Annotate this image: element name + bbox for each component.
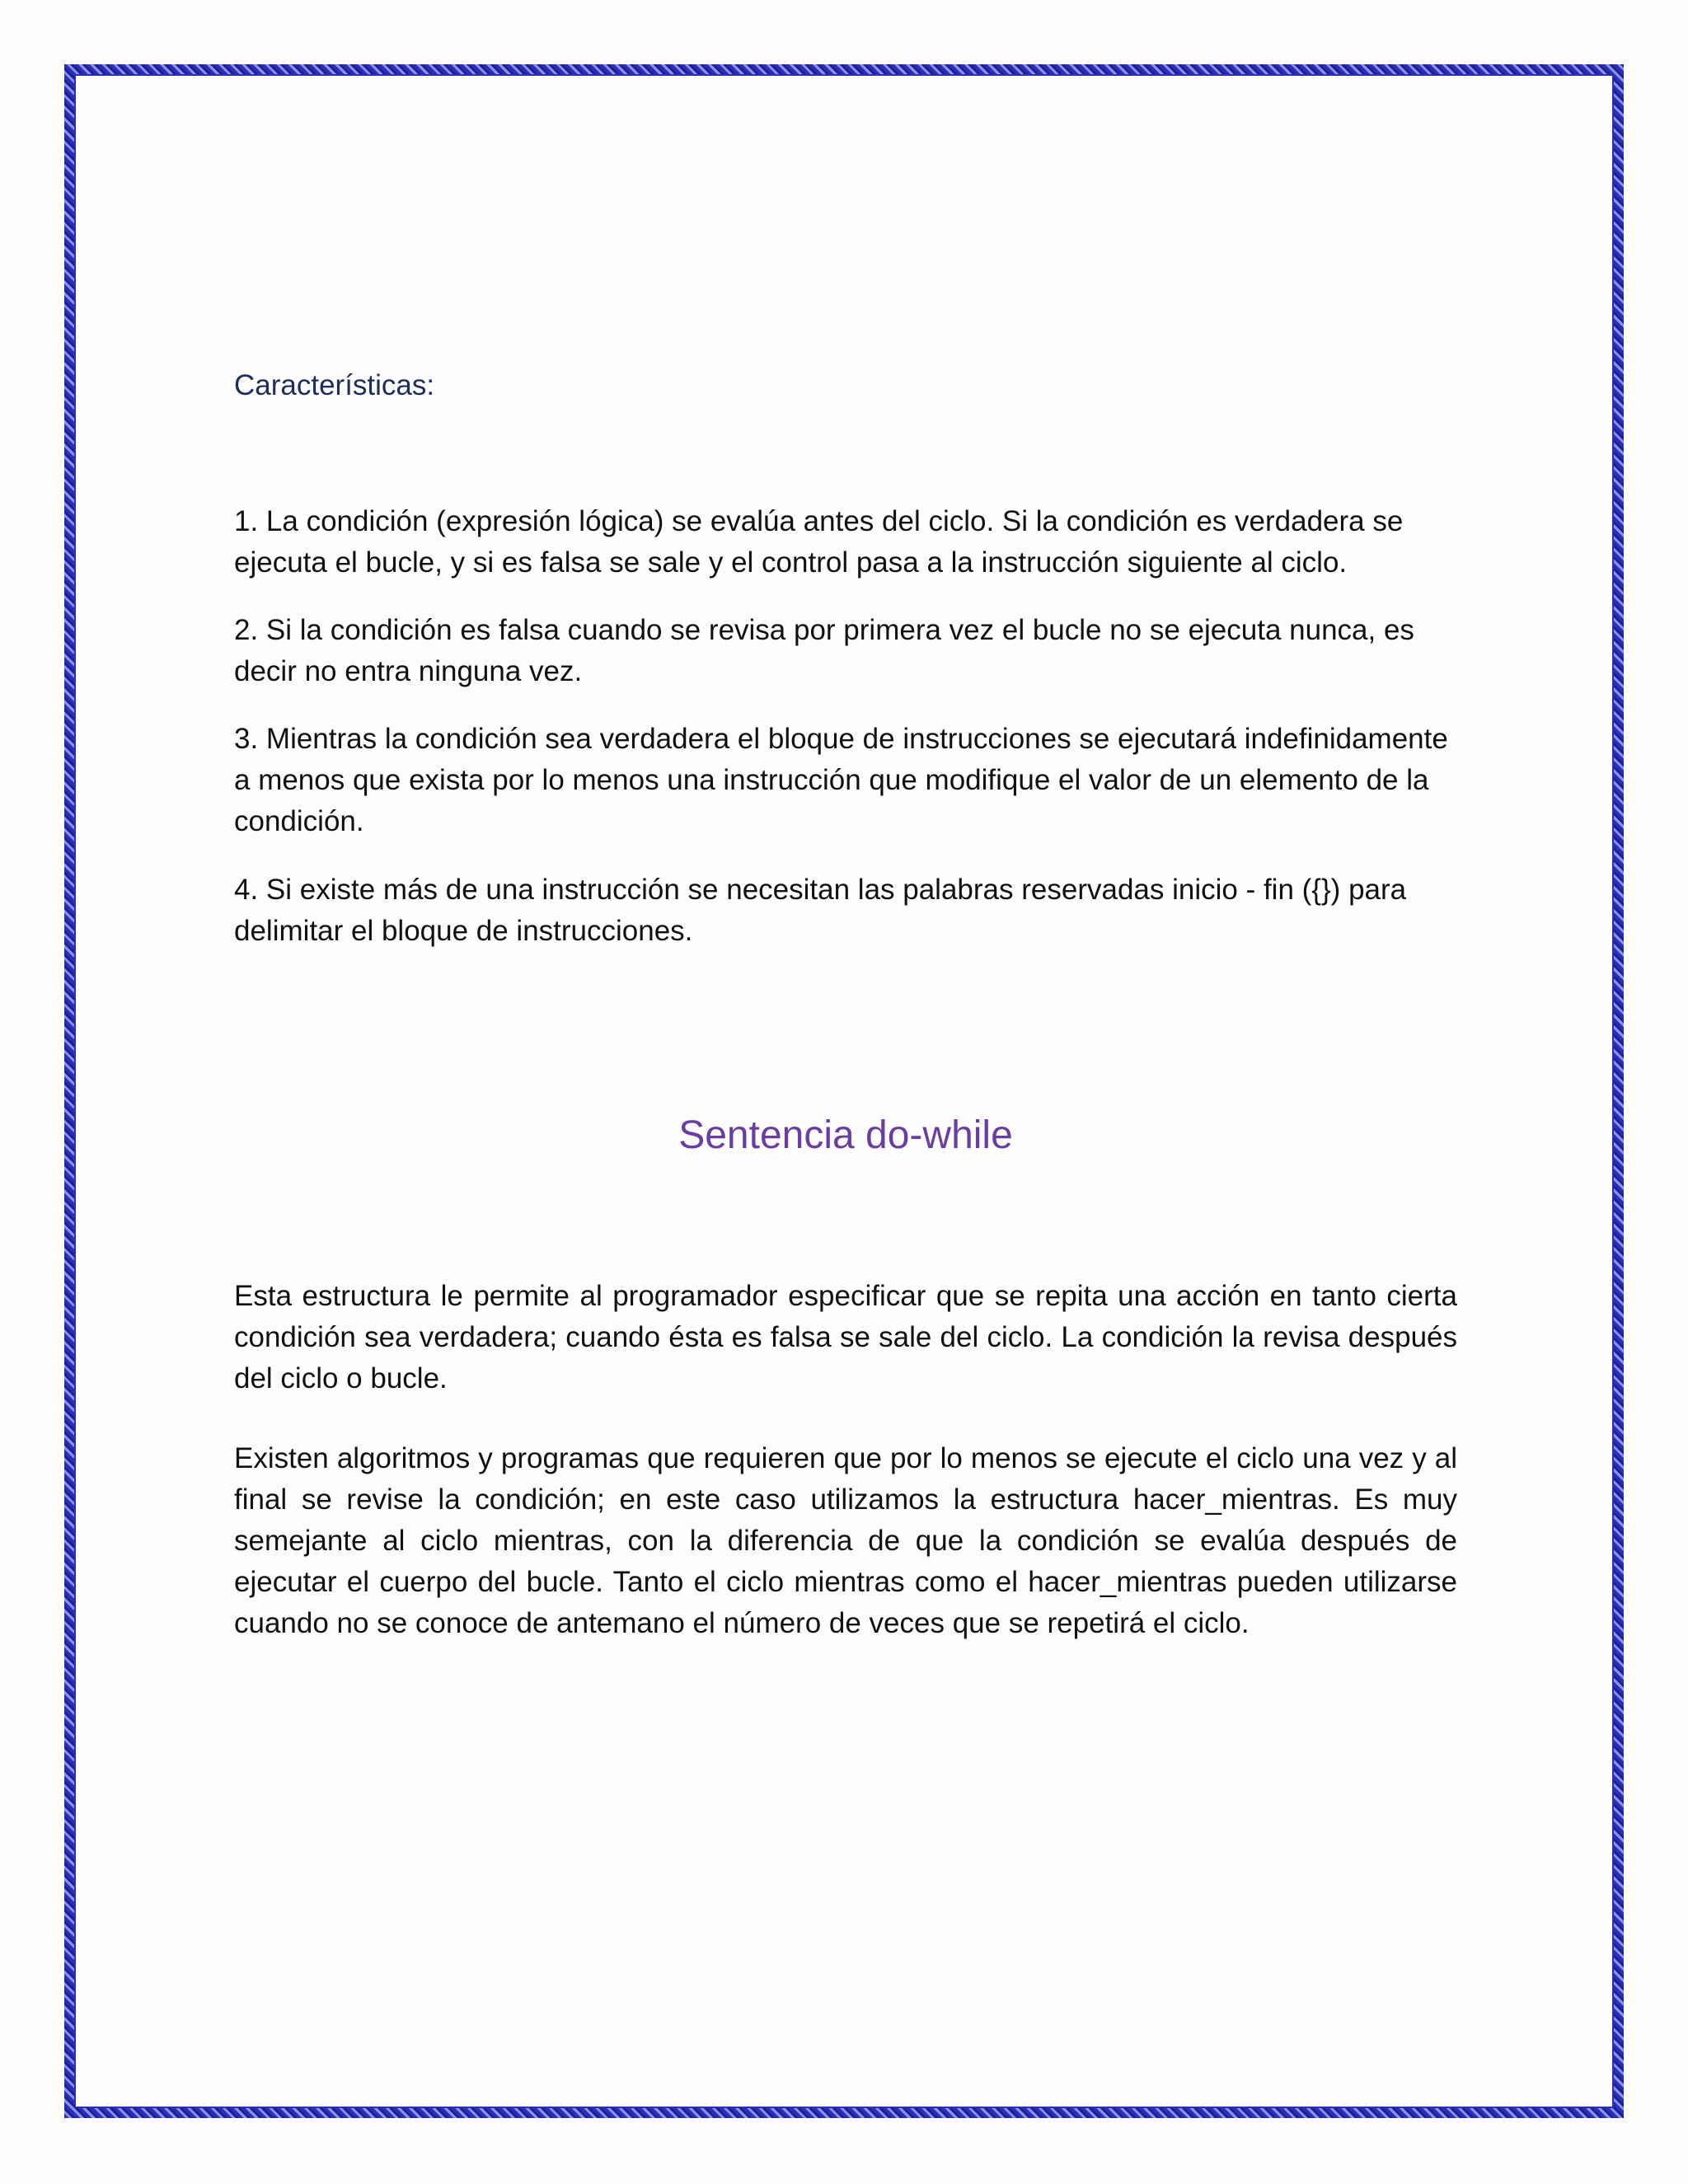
section-title: Sentencia do-while	[678, 1113, 1013, 1157]
list-item: 1. La condición (expresión lógica) se evalúa antes del ciclo. Si la condición es verdadera se ejecuta el bucle, y si es falsa se sale y el control pasa a la instrucción siguiente al ciclo.	[234, 505, 1404, 579]
list-item: 4. Si existe más de una instrucción se necesitan las palabras reservadas inicio - fin ({}) para delimitar el bloque de instrucciones.	[234, 874, 1407, 947]
paragraph: Esta estructura le permite al programador especificar que se repita una acción en tanto cierta condición sea verdadera; cuando ésta es falsa se sale del ciclo. La condición la revisa después del ciclo o bucle.	[234, 1280, 1457, 1394]
list-item: 3. Mientras la condición sea verdadera el bloque de instrucciones se ejecutará indefinidamente a menos que exista por lo menos una instrucción que modifique el valor de un elemento de la condición.	[234, 723, 1448, 837]
list-item: 2. Si la condición es falsa cuando se revisa por primera vez el bucle no se ejecuta nunca, es decir no entra ninguna vez.	[234, 614, 1414, 687]
characteristics-label: Características:	[234, 369, 435, 401]
paragraph: Existen algoritmos y programas que requieren que por lo menos se ejecute el ciclo una vez y al final se revise la condición; en este caso utilizamos la estructura hacer_mientras. Es muy semejante al ciclo mientras, con la diferencia de que la condición se evalúa después de ejecutar el cuerpo del bucle. Tanto el ciclo mientras como el hacer_mientras pueden utilizarse cuando no se conoce de antemano el número de veces que se repetirá el ciclo.	[234, 1442, 1457, 1639]
